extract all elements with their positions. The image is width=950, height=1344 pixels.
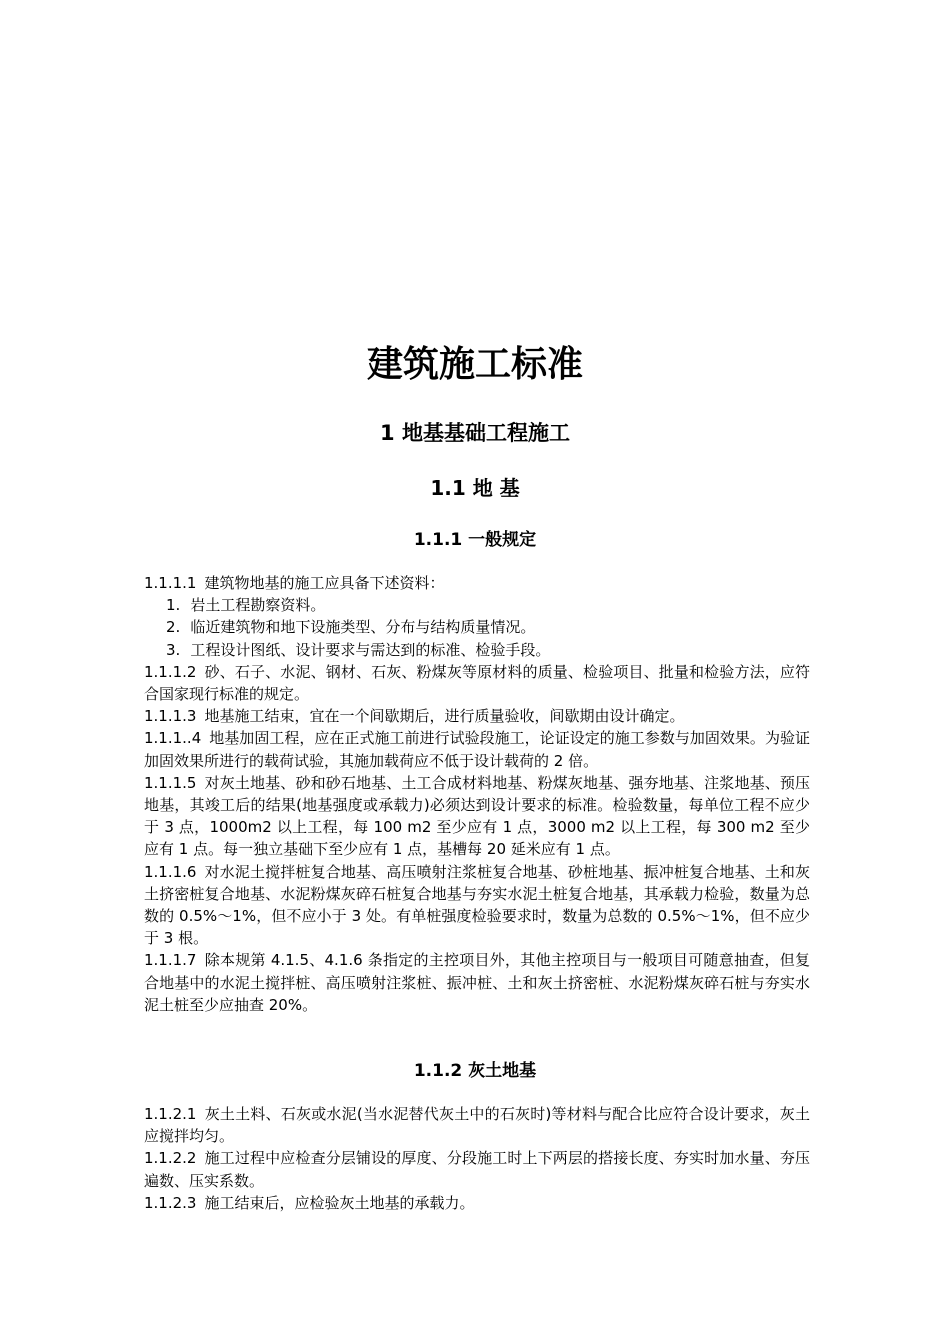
list-item: [144, 639, 810, 661]
clause-text: 施工过程中应检查分层铺设的厚度、分段施工时上下两层的搭接长度、夯实时加水量、夯压遍数、压实系数。: [144, 1149, 810, 1190]
clause-1-1-1-7: [144, 949, 810, 1016]
clause-text: 对水泥土搅拌桩复合地基、高压喷射注浆桩复合地基、砂桩地基、振冲桩复合地基、土和灰土挤密桩复合地基、水泥粉煤灰碎石桩复合地基与夯实水泥土桩复合地基，其承载力检验，数量为总数的 0.5%～1%，但不应小于 3 处。有单桩强度检验要求时，数量为总数的 0.5%～1%，但不应少于 3 根。: [144, 862, 810, 948]
list-index: 3.: [166, 640, 181, 659]
list-item: [144, 594, 810, 616]
subsection-body-lime-soil: [144, 1103, 810, 1214]
subsection-heading-general: 1.1.1 一般规定: [413, 530, 537, 550]
clause-number: 1.1.1.2: [144, 662, 197, 681]
clause-number: 1.1.2.1: [144, 1105, 197, 1123]
clause-1-1-2-2: [144, 1147, 810, 1191]
clause-text: 灰土土料、石灰或水泥(当水泥替代灰土中的石灰时)等材料与配合比应符合设计要求，灰土应搅拌均匀。: [144, 1105, 810, 1146]
clause-1-1-1-6: [144, 861, 810, 950]
clause-1-1-2-1: [144, 1103, 810, 1147]
clause-text: 除本规第 4.1.5、4.1.6 条指定的主控项目外，其他主控项目与一般项目可随意抽查，但复合地基中的水泥土搅拌桩、高压喷射注浆桩、振冲桩、土和灰土挤密桩、水泥粉煤灰碎石桩与夯实水泥土桩至少应抽查 20%。: [144, 951, 810, 1014]
clause-text: 对灰土地基、砂和砂石地基、土工合成材料地基、粉煤灰地基、强夯地基、注浆地基、预压地基，其竣工后的结果(地基强度或承载力)必须达到设计要求的标准。检验数量，每单位工程不应少于 3 点，1000m2 以上工程，每 100 m2 至少应有 1 点，3000 m2 以上工程，每 300 m2 至少应有 1 点。每一独立基础下至少应有 1 点，基槽每 20 延米应有 1 点。: [144, 773, 810, 859]
clause-text: 砂、石子、水泥、钢材、石灰、粉煤灰等原材料的质量、检验项目、批量和检验方法，应符合国家现行标准的规定。: [144, 662, 810, 704]
list-index: 2.: [166, 618, 181, 637]
chapter-heading: 1 地基基础工程施工: [380, 421, 570, 445]
clause-text: 施工结束后，应检验灰土地基的承载力。: [204, 1193, 475, 1212]
clause-1-1-1-1: [144, 572, 810, 594]
list-index: 1.: [166, 596, 181, 615]
list-text: 工程设计图纸、设计要求与需达到的标准、检验手段。: [190, 640, 551, 659]
document-title: 建筑施工标准: [366, 344, 583, 385]
list-text: 临近建筑物和地下设施类型、分布与结构质量情况。: [190, 618, 536, 637]
subsection-body-general: [144, 572, 810, 1016]
clause-1-1-1-5: [144, 772, 810, 861]
subsection-heading-lime-soil: 1.1.2 灰土地基: [413, 1061, 537, 1081]
list-item: [144, 616, 810, 638]
clause-1-1-1-3: [144, 705, 810, 727]
clause-number: 1.1.2.3: [144, 1193, 197, 1212]
clause-1-1-1-2: [144, 661, 810, 705]
section-heading: 1.1 地 基: [430, 476, 520, 500]
clause-1-1-2-3: [144, 1192, 810, 1214]
clause-number: 1.1.2.2: [144, 1149, 197, 1168]
clause-number: 1.1.1.6: [144, 862, 197, 881]
clause-text: 地基施工结束，宜在一个间歇期后，进行质量验收，间歇期由设计确定。: [204, 707, 685, 726]
clause-1-1-1-4: [144, 727, 810, 771]
clause-number: 1.1.1.5: [144, 773, 197, 792]
clause-text: 建筑物地基的施工应具备下述资料：: [204, 574, 445, 592]
clause-number: 1.1.1.1: [144, 574, 197, 592]
clause-number: 1.1.1.7: [144, 951, 197, 970]
list-text: 岩土工程勘察资料。: [190, 596, 326, 615]
clause-number: 1.1.1.3: [144, 707, 197, 726]
clause-number: 1.1.1..4: [144, 729, 202, 748]
clause-text: 地基加固工程，应在正式施工前进行试验段施工，论证设定的施工参数与加固效果。为验证加固效果所进行的载荷试验，其施加载荷应不低于设计载荷的 2 倍。: [144, 729, 810, 770]
